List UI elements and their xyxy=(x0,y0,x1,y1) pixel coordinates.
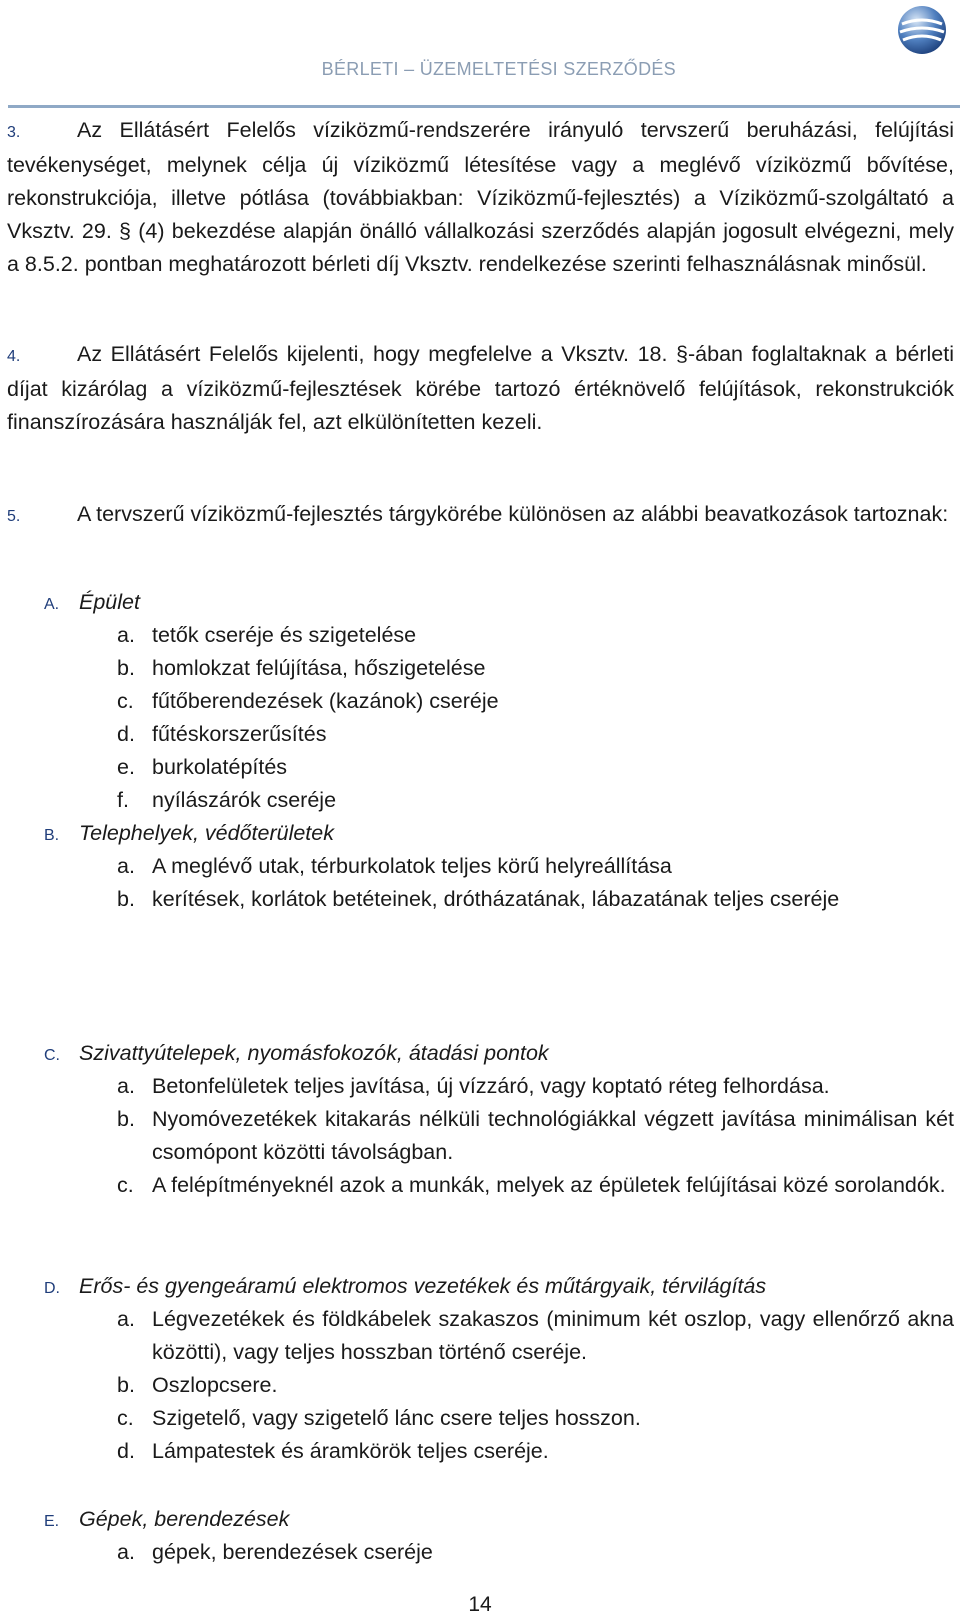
list-item xyxy=(117,751,954,784)
section-title: Telephelyek, védőterületek xyxy=(79,821,334,845)
list-item xyxy=(117,1103,954,1169)
section-e-heading xyxy=(44,1503,954,1538)
list-item-text: A felépítményeknél azok a munkák, melyek az épületek felújításai közé sorolandók. xyxy=(152,1173,946,1197)
list-item-label: e. xyxy=(117,755,135,779)
list-item-label: b. xyxy=(117,887,135,911)
list-item xyxy=(117,1402,954,1435)
list-item-text: Lámpatestek és áramkörök teljes cseréje. xyxy=(152,1439,549,1463)
list-item xyxy=(117,1435,954,1468)
list-item-text: Betonfelületek teljes javítása, új vízzáró, vagy koptató réteg felhordása. xyxy=(152,1074,830,1098)
list-item xyxy=(117,1303,954,1369)
list-item-label: b. xyxy=(117,1107,135,1131)
list-item-text: homlokzat felújítása, hőszigetelése xyxy=(152,656,486,680)
list-item xyxy=(117,850,954,883)
list-item-text: kerítések, korlátok betéteinek, drótházatának, lábazatának teljes cseréje xyxy=(152,887,840,911)
list-item-text: nyílászárók cseréje xyxy=(152,788,337,812)
section-letter: C. xyxy=(44,1047,60,1064)
section-letter: D. xyxy=(44,1280,60,1297)
section-letter: B. xyxy=(44,827,60,844)
section-title: Gépek, berendezések xyxy=(79,1507,290,1531)
list-item xyxy=(117,1070,954,1103)
list-item-label: c. xyxy=(117,689,134,713)
list-item-label: d. xyxy=(117,1439,135,1463)
list-item-text: Oszlopcsere. xyxy=(152,1373,278,1397)
list-item-label: a. xyxy=(117,854,135,878)
paragraph-text: Az Ellátásért Felelős víziközmű-rendszerére irányuló tervszerű beruházási, felújítási tevékenységet, melynek célja új víziközmű létesítése vagy a meglévő víziközmű bővítése, rekonstrukciója, illetve pótlása (továbbiakban: Víziközmű-fejlesztés) a Víziközmű-szolgáltató a Vksztv. 29. § (4) bekezdése alapján önálló vállalkozási szerződés alapján jogosult elvégezni, mely a 8.5.2. pontban meghatározott bérleti díj Vksztv. rendelkezése szerinti felhasználásnak minősül. xyxy=(7,118,954,276)
section-d-heading xyxy=(44,1270,954,1305)
paragraph-number: 5. xyxy=(7,508,21,525)
section-a-heading xyxy=(44,586,954,621)
list-item xyxy=(117,784,954,817)
list-item-text: fűtéskorszerűsítés xyxy=(152,722,327,746)
list-item-text: A meglévő utak, térburkolatok teljes körű helyreállítása xyxy=(152,854,672,878)
list-item-label: d. xyxy=(117,722,135,746)
list-item-text: tetők cseréje és szigetelése xyxy=(152,623,417,647)
paragraph-4 xyxy=(7,338,954,439)
section-letter: A. xyxy=(44,596,60,613)
list-item xyxy=(117,619,954,652)
list-item-text: Szigetelő, vagy szigetelő lánc csere teljes hosszon. xyxy=(152,1406,641,1430)
list-item-label: a. xyxy=(117,1307,135,1331)
list-item-label: a. xyxy=(117,1540,135,1564)
list-item-text: gépek, berendezések cseréje xyxy=(152,1540,433,1564)
list-item-label: a. xyxy=(117,623,135,647)
list-item-label: f. xyxy=(117,788,129,812)
list-item xyxy=(117,652,954,685)
list-item-label: c. xyxy=(117,1406,134,1430)
list-item-label: a. xyxy=(117,1074,135,1098)
paragraph-text: A tervszerű víziközmű-fejlesztés tárgykörébe különösen az alábbi beavatkozások tartoznak: xyxy=(77,502,949,526)
list-item-text: Légvezetékek és földkábelek szakaszos (minimum két oszlop, vagy ellenőrző akna közötti), vagy teljes hosszban történő cseréje. xyxy=(152,1307,954,1364)
paragraph-text: Az Ellátásért Felelős kijelenti, hogy megfelelve a Vksztv. 18. §-ában foglaltaknak a bérleti díjat kizárólag a víziközmű-fejlesztések körébe tartozó értéknövelő felújítások, rekonstrukciók finanszírozására használják fel, azt elkülönítetten kezeli. xyxy=(7,342,954,434)
paragraph-number: 3. xyxy=(7,124,21,141)
paragraph-number: 4. xyxy=(7,348,21,365)
list-item-label: b. xyxy=(117,1373,135,1397)
list-item-label: c. xyxy=(117,1173,134,1197)
sphere-logo-icon xyxy=(896,4,948,56)
list-item-text: Nyomóvezetékek kitakarás nélküli technológiákkal végzett javítása minimálisan két csomópont közötti távolságban. xyxy=(152,1107,954,1164)
section-title: Erős- és gyengeáramú elektromos vezetékek és műtárgyaik, térvilágítás xyxy=(79,1274,767,1298)
section-title: Épület xyxy=(79,590,140,614)
list-item xyxy=(117,1536,954,1569)
paragraph-3 xyxy=(7,114,954,281)
section-letter: E. xyxy=(44,1513,60,1530)
list-item-text: burkolatépítés xyxy=(152,755,288,779)
list-item xyxy=(117,1369,954,1402)
paragraph-5 xyxy=(7,498,954,533)
section-c-heading xyxy=(44,1037,954,1072)
list-item-text: fűtőberendezések (kazánok) cseréje xyxy=(152,689,499,713)
list-item-label: b. xyxy=(117,656,135,680)
list-item xyxy=(117,685,954,718)
section-b-heading xyxy=(44,817,954,852)
section-title: Szivattyútelepek, nyomásfokozók, átadási pontok xyxy=(79,1041,549,1065)
list-item xyxy=(117,883,954,916)
page-number: 14 xyxy=(468,1593,492,1616)
document-header-title: BÉRLETI – ÜZEMELTETÉSI SZERZŐDÉS xyxy=(321,59,676,79)
list-item xyxy=(117,718,954,751)
list-item xyxy=(117,1169,954,1202)
header-divider xyxy=(8,105,960,108)
